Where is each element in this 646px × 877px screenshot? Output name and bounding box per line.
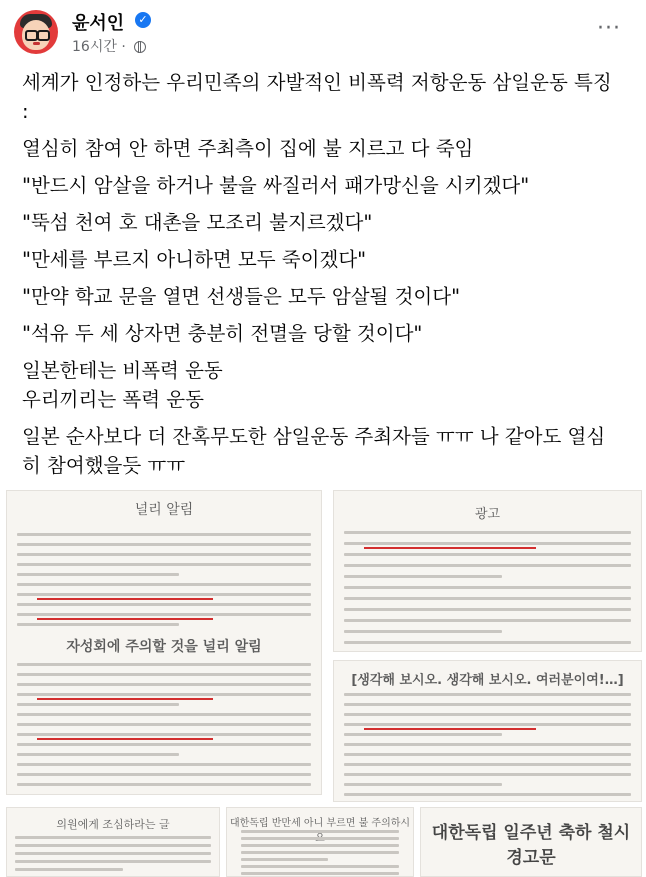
- doc-text-line: [344, 630, 502, 633]
- doc-text-line: [344, 723, 631, 726]
- doc-text-line: [17, 693, 311, 696]
- doc-text-line: [17, 783, 311, 786]
- post-line: :: [22, 100, 29, 123]
- doc-text-line: [17, 533, 311, 536]
- doc-text-line: [344, 793, 631, 796]
- doc-text-line: [17, 753, 179, 756]
- doc-text-line: [17, 613, 311, 616]
- doc-text-line: [344, 763, 631, 766]
- doc-text-line: [241, 851, 399, 854]
- doc-text-line: [17, 623, 179, 626]
- doc-text-line: [17, 743, 311, 746]
- doc-text-line: [17, 713, 311, 716]
- post-line: 히 참여했을듯 ㅠㅠ: [22, 454, 186, 477]
- doc-text-line: [241, 837, 399, 840]
- doc-title: 널리 알림: [134, 502, 194, 518]
- post-image[interactable]: [0, 482, 646, 875]
- doc-text-line: [17, 673, 311, 676]
- document-scan-fire-warning: [226, 807, 414, 877]
- doc-text-line: [15, 860, 211, 863]
- doc-text-line: [241, 844, 399, 847]
- doc-text-line: [344, 564, 631, 567]
- highlight-underline: [37, 738, 213, 740]
- doc-text-line: [17, 763, 311, 766]
- doc-text-line: [17, 543, 311, 546]
- doc-text-line: [15, 844, 211, 847]
- document-scan-advert: [333, 490, 642, 652]
- doc-text-line: [15, 836, 211, 839]
- document-scan-warning: [6, 807, 220, 877]
- post-time[interactable]: 16시간: [72, 39, 117, 55]
- doc-text-line: [17, 723, 311, 726]
- doc-title: 대한독립 일주년 축하 철시 경고문: [431, 823, 631, 868]
- doc-text-line: [17, 663, 311, 666]
- doc-text-line: [344, 733, 502, 736]
- post-line: 우리끼리는 폭력 운동: [22, 388, 204, 411]
- doc-text-line: [344, 597, 631, 600]
- doc-text-line: [344, 531, 631, 534]
- doc-text-line: [344, 542, 631, 545]
- doc-text-line: [344, 713, 631, 716]
- doc-title: 대한독립 반만세 아니 부르면 불 주의하시: [229, 818, 411, 829]
- highlight-underline: [364, 728, 536, 730]
- highlight-underline: [37, 698, 213, 700]
- doc-text-line: [17, 583, 311, 586]
- highlight-underline: [37, 598, 213, 600]
- doc-text-line: [17, 733, 311, 736]
- document-scan-notice: [6, 490, 322, 795]
- post-line: 세계가 인정하는 우리민족의 자발적인 비폭력 저항운동 삼일운동 특징: [22, 71, 612, 94]
- doc-text-line: [17, 573, 179, 576]
- doc-text-line: [241, 865, 399, 868]
- doc-subtitle: 자성회에 주의할 것을 널리 알림: [66, 639, 262, 655]
- doc-text-line: [344, 743, 631, 746]
- doc-text-line: [15, 868, 123, 871]
- post-line: "뚝섬 천여 호 대촌을 모조리 불지르겠다": [22, 211, 373, 234]
- doc-text-line: [17, 683, 311, 686]
- doc-text-line: [17, 603, 311, 606]
- doc-text-line: [344, 693, 631, 696]
- doc-text-line: [344, 753, 631, 756]
- doc-text-line: [344, 783, 502, 786]
- post-line: 일본 순사보다 더 잔혹무도한 삼일운동 주최자들 ㅠㅠ 나 같아도 열심: [22, 425, 606, 448]
- highlight-underline: [364, 547, 536, 549]
- doc-text-line: [15, 852, 211, 855]
- doc-title: 의원에게 조심하라는 글: [56, 818, 170, 831]
- doc-text-line: [344, 619, 631, 622]
- doc-text-line: [344, 608, 631, 611]
- author-name[interactable]: 윤서인: [72, 13, 125, 34]
- post-line: "만세를 부르지 아니하면 모두 죽이겠다": [22, 248, 367, 271]
- post-header: [0, 0, 646, 64]
- doc-text-line: [241, 830, 399, 833]
- doc-text-line: [344, 553, 631, 556]
- doc-text-line: [17, 593, 311, 596]
- doc-text-line: [241, 858, 328, 861]
- post-line: "석유 두 세 상자면 충분히 전멸을 당할 것이다": [22, 322, 423, 345]
- doc-text-line: [344, 586, 631, 589]
- doc-title: 광고: [474, 507, 501, 522]
- post-meta: 16시간 ·: [72, 36, 146, 56]
- post-line: "반드시 암살을 하거나 불을 싸질러서 패가망신을 시키겠다": [22, 174, 530, 197]
- doc-text-line: [344, 773, 631, 776]
- doc-text-line: [17, 773, 311, 776]
- avatar[interactable]: [14, 10, 58, 54]
- doc-text-line: [17, 703, 179, 706]
- doc-title: [생각해 보시오. 생각해 보시오. 여러분이여!…]: [351, 673, 624, 688]
- doc-text-line: [17, 553, 311, 556]
- document-scan-appeal: [333, 660, 642, 802]
- globe-icon: [134, 41, 146, 53]
- post-line: 열심히 참여 안 하면 주최측이 집에 불 지르고 다 죽임: [22, 137, 474, 160]
- post-line: "만약 학교 문을 열면 선생들은 모두 암살될 것이다": [22, 285, 461, 308]
- highlight-underline: [37, 618, 213, 620]
- doc-text-line: [17, 563, 311, 566]
- more-options-icon[interactable]: ···: [597, 16, 621, 41]
- post-text: [22, 68, 626, 480]
- doc-text-line: [344, 641, 631, 644]
- document-scan-anniversary: [420, 807, 642, 877]
- post-line: 일본한테는 비폭력 운동: [22, 359, 223, 382]
- verified-badge-icon: ✓: [135, 12, 151, 28]
- doc-text-line: [344, 703, 631, 706]
- doc-text-line: [344, 575, 502, 578]
